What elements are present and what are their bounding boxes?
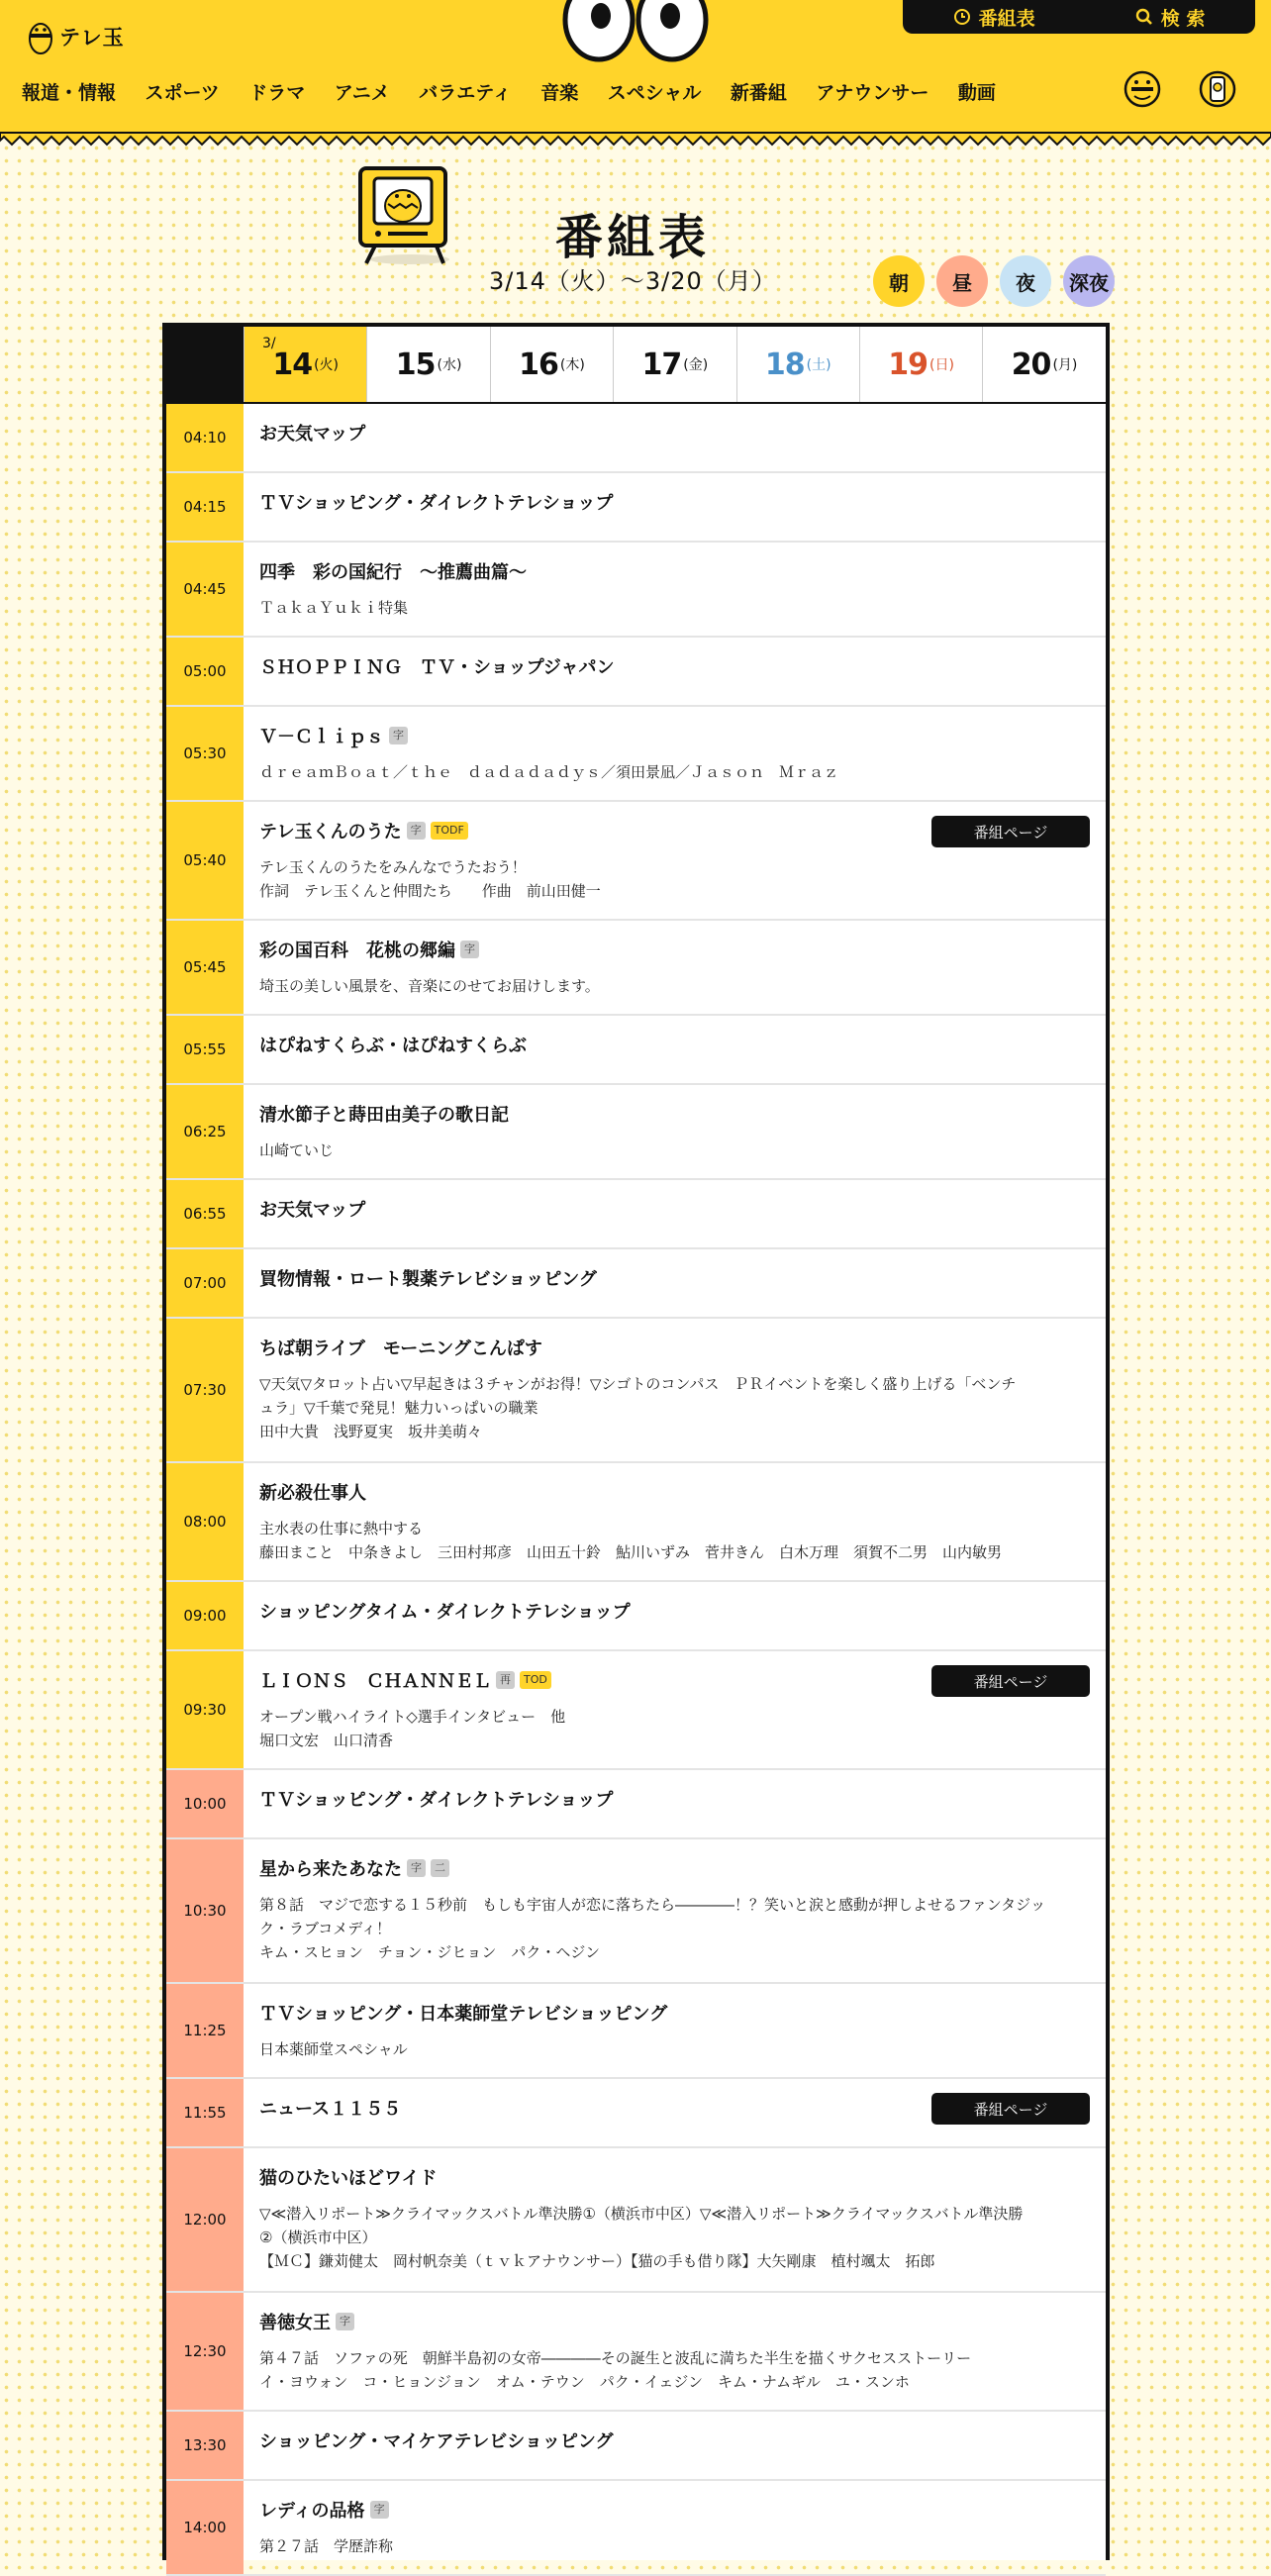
program-info	[259, 1335, 1091, 1443]
program-description-line: イ・ヨウォン コ・ヒョンジョン オム・テウン パク・イェジン キム・ナムギル ユ・スンホ	[259, 2373, 910, 2391]
program-description-line: 第４７話 ソファの死 朝鮮半島初の女帝――――その誕生と波乱に満ちた半生を描くサクセスストーリー	[259, 2349, 972, 2367]
program-row[interactable]	[166, 1770, 1106, 1839]
program-description	[259, 2202, 1091, 2273]
program-description	[259, 2346, 1091, 2394]
mascot-eyes-icon	[561, 0, 710, 63]
program-time: 05:45	[166, 921, 244, 1014]
program-row[interactable]	[166, 1463, 1106, 1582]
program-row[interactable]	[166, 1180, 1106, 1249]
program-row[interactable]	[166, 1085, 1106, 1180]
schedule-link[interactable]	[953, 4, 1035, 31]
program-row[interactable]	[166, 2412, 1106, 2481]
program-time: 09:00	[166, 1582, 244, 1649]
program-row[interactable]	[166, 1016, 1106, 1085]
program-description-line: 主水表の仕事に熱中する	[259, 1520, 424, 1537]
program-title[interactable]: ショッピング・マイケアテレビショッピング	[259, 2431, 614, 2452]
program-title[interactable]: 清水節子と蒔田由美子の歌日記	[259, 1105, 509, 1126]
program-time: 07:30	[166, 1319, 244, 1461]
program-title[interactable]: ＬＩＯＮＳ ＣＨＡＮＮＥＬ	[259, 1671, 491, 1692]
day-weekday: (金)	[683, 357, 709, 373]
day-weekday: (月)	[1052, 357, 1078, 373]
program-info	[259, 1786, 1091, 1812]
program-description-line: 堀口文宏 山口清香	[259, 1732, 394, 1749]
program-description-line: テレ玉くんのうたをみんなでうたおう！	[259, 858, 527, 876]
nav-sports[interactable]: スポーツ	[145, 81, 220, 104]
program-title-line	[259, 1598, 1091, 1624]
tele-tama-mascot-icon	[28, 17, 53, 56]
program-description	[259, 596, 1091, 620]
day-number: 17	[641, 347, 682, 382]
program-page-button[interactable]: 番組ページ	[931, 1665, 1090, 1697]
program-title-line	[259, 1335, 1091, 1360]
program-description-line: 第２７話 学歴詐称	[259, 2537, 394, 2555]
clock-icon	[953, 8, 971, 26]
program-page-button[interactable]: 番組ページ	[931, 2093, 1090, 2125]
program-time: 14:00	[166, 2481, 244, 2574]
day-tab-20[interactable]	[982, 327, 1105, 402]
program-title[interactable]: お天気マップ	[259, 424, 366, 445]
program-row[interactable]	[166, 2079, 1106, 2148]
program-description	[259, 855, 1091, 903]
date-range: 3/14（火）〜3/20（月）	[489, 267, 777, 295]
program-info	[259, 1479, 1091, 1564]
program-title-line	[259, 2000, 1091, 2026]
program-title[interactable]: レディの品格	[259, 2501, 365, 2522]
program-description	[259, 2534, 1091, 2558]
program-title-line	[259, 2497, 1091, 2523]
program-title[interactable]: 星から来たあなた	[259, 1859, 402, 1880]
program-row[interactable]	[166, 921, 1106, 1016]
day-number: 14	[272, 347, 313, 382]
program-row[interactable]	[166, 543, 1106, 638]
slot-night-button[interactable]: 夜	[1000, 255, 1051, 307]
program-time: 13:30	[166, 2412, 244, 2479]
program-title[interactable]: ニュース１１５５	[259, 2099, 402, 2120]
day-weekday: (日)	[929, 357, 954, 373]
program-title-line	[259, 1786, 1091, 1812]
schedule-link-label: 番組表	[978, 7, 1035, 30]
nav-announcers[interactable]: アナウンサー	[816, 81, 929, 104]
day-weekday: (木)	[559, 357, 585, 373]
program-row[interactable]	[166, 2293, 1106, 2412]
program-time: 11:55	[166, 2079, 244, 2146]
slot-daytime-button[interactable]: 昼	[936, 255, 988, 307]
program-title-line	[259, 1196, 1091, 1222]
program-time: 07:00	[166, 1249, 244, 1317]
program-time: 06:25	[166, 1085, 244, 1178]
program-title[interactable]: 彩の国百科 花桃の郷編	[259, 941, 455, 961]
program-description-line: 藤田まこと 中条きよし 三田村邦彦 山田五十鈴 鮎川いずみ 菅井きん 白木万理 須賀不二男 山内敏男	[259, 1543, 1003, 1561]
program-row[interactable]	[166, 1839, 1106, 1984]
program-description-line: ュラ」▽千葉で発見！魅力いっぱいの職業	[259, 1399, 538, 1417]
program-info	[259, 2000, 1091, 2061]
program-title[interactable]: ちば朝ライブ モーニングこんぱす	[259, 1338, 542, 1359]
tv-mascot-icon	[350, 166, 453, 265]
nav-new-programs[interactable]: 新番組	[730, 81, 787, 104]
program-description-line: ▽天気▽タロット占い▽早起きは３チャンがお得！▽シゴトのコンパス ＰＲイベントを楽しく盛り上げる「ベンチ	[259, 1375, 1017, 1393]
program-description	[259, 1372, 1091, 1443]
day-weekday: (水)	[437, 357, 462, 373]
program-description	[259, 2037, 1091, 2061]
program-description-line: ク・ラブコメディ！	[259, 1920, 392, 1937]
program-title[interactable]: 猫のひたいほどワイド	[259, 2168, 438, 2189]
program-row[interactable]	[166, 404, 1106, 473]
program-time: 04:10	[166, 404, 244, 471]
day-tabs	[166, 327, 1106, 404]
nav-drama[interactable]: ドラマ	[248, 81, 306, 104]
day-weekday: (火)	[314, 357, 340, 373]
program-row[interactable]	[166, 802, 1106, 921]
logo-text: テレ玉	[59, 26, 125, 50]
program-time: 10:30	[166, 1839, 244, 1982]
program-info	[259, 558, 1091, 620]
nav-anime[interactable]: アニメ	[334, 81, 390, 104]
program-description-line: オープン戦ハイライト◇選手インタビュー 他	[259, 1708, 566, 1726]
program-info	[259, 723, 1091, 784]
program-description-line: キム・スヒョン チョン・ジヒョン パク・ヘジン	[259, 1943, 601, 1961]
program-time: 12:30	[166, 2293, 244, 2410]
program-time: 05:00	[166, 638, 244, 705]
program-row[interactable]	[166, 1319, 1106, 1463]
day-number: 19	[888, 347, 929, 382]
program-info	[259, 653, 1091, 679]
program-title-line	[259, 1101, 1091, 1127]
program-title[interactable]: お天気マップ	[259, 1200, 366, 1221]
program-title[interactable]: ＴＶショッピング・日本薬師堂テレビショッピング	[259, 2004, 668, 2025]
program-time: 05:40	[166, 802, 244, 919]
program-page-button[interactable]: 番組ページ	[931, 816, 1090, 847]
program-info	[259, 1855, 1091, 1964]
program-description-line: 田中大貴 浅野夏実 坂井美萌々	[259, 1423, 483, 1440]
program-description-line: 埼玉の美しい風景を、音楽にのせてお届けします。	[259, 977, 600, 995]
day-month: 3/	[262, 336, 276, 351]
program-description	[259, 760, 1091, 784]
table-corner	[166, 327, 244, 402]
header-zigzag-edge	[0, 133, 1271, 147]
program-title[interactable]: テレ玉くんのうた	[259, 822, 402, 842]
program-title[interactable]: ＴＶショッピング・ダイレクトテレショップ	[259, 1790, 614, 1811]
program-title-line	[259, 1479, 1091, 1505]
program-info	[259, 1196, 1091, 1222]
day-tab-18[interactable]	[736, 327, 859, 402]
program-title-line	[259, 558, 1091, 584]
program-row[interactable]	[166, 707, 1106, 802]
search-icon	[1135, 8, 1153, 26]
program-info	[259, 489, 1091, 515]
program-info	[259, 937, 1091, 998]
program-row[interactable]	[166, 1249, 1106, 1319]
program-title-line	[259, 653, 1091, 679]
program-title[interactable]: ＳＨＯＰＰＩＮＧ ＴＶ・ショップジャパン	[259, 657, 615, 678]
program-description-line: 【ＭＣ】鎌苅健太 岡村帆奈美（ｔｖｋアナウンサー）【猫の手も借り隊】大矢剛康 植村颯太 拓郎	[259, 2252, 935, 2270]
program-time: 04:15	[166, 473, 244, 541]
program-badge: 再	[496, 1671, 515, 1689]
program-title[interactable]: はぴねすくらぶ・はぴねすくらぶ	[259, 1036, 527, 1056]
program-row[interactable]	[166, 1582, 1106, 1651]
program-badge: 字	[460, 941, 479, 958]
program-description	[259, 1517, 1091, 1564]
program-description-line: 日本薬師堂スペシャル	[259, 2040, 408, 2058]
program-title-line	[259, 2164, 1091, 2190]
program-time: 05:55	[166, 1016, 244, 1083]
top-utility-bar	[903, 0, 1255, 34]
program-time: 06:55	[166, 1180, 244, 1247]
program-row[interactable]	[166, 1651, 1106, 1770]
program-badge: 二	[431, 1859, 449, 1877]
program-row[interactable]	[166, 638, 1106, 707]
program-description	[259, 974, 1091, 998]
slot-late-night-button[interactable]: 深夜	[1063, 255, 1115, 307]
program-info	[259, 1265, 1091, 1291]
nav-variety[interactable]: バラエティ	[419, 81, 512, 104]
program-title[interactable]: ショッピングタイム・ダイレクトテレショップ	[259, 1602, 631, 1623]
program-badge: 字	[389, 727, 408, 744]
program-title-line	[259, 420, 1091, 446]
program-time: 05:30	[166, 707, 244, 800]
mascot-badge-icon[interactable]	[1123, 65, 1162, 109]
mascot-phone-icon[interactable]	[1198, 65, 1237, 109]
program-info	[259, 2309, 1091, 2394]
program-info	[259, 2427, 1091, 2453]
program-info	[259, 1032, 1091, 1057]
day-number: 15	[395, 347, 436, 382]
program-badge: 字	[407, 822, 426, 840]
nav-special[interactable]: スペシャル	[607, 81, 702, 104]
program-time: 10:00	[166, 1770, 244, 1837]
program-badge: 字	[407, 1859, 426, 1877]
program-title[interactable]: 買物情報・ロート製薬テレビショッピング	[259, 1269, 597, 1290]
program-schedule-table	[162, 323, 1110, 2560]
program-time: 12:00	[166, 2148, 244, 2291]
program-description-line: ＴａｋａＹｕｋｉ特集	[259, 599, 409, 617]
program-description-line: ｄｒｅａｍＢｏａｔ／ｔｈｅ ｄａｄａｄａｄｙｓ／須田景凪／Ｊａｓｏｎ Ｍｒａｚ	[259, 763, 839, 781]
program-description	[259, 1139, 1091, 1162]
day-number: 20	[1011, 347, 1051, 382]
day-tab-16[interactable]	[490, 327, 613, 402]
program-info	[259, 420, 1091, 446]
nav-videos[interactable]: 動画	[957, 81, 996, 104]
site-logo[interactable]	[28, 14, 125, 59]
program-title[interactable]: Ｖ－Ｃｌｉｐｓ	[259, 727, 384, 747]
time-slot-buttons	[873, 255, 1115, 307]
day-number: 18	[764, 347, 805, 382]
program-badge: TODF	[431, 822, 468, 840]
program-time: 04:45	[166, 543, 244, 636]
program-title-line	[259, 2427, 1091, 2453]
program-description	[259, 1893, 1091, 1964]
search-link-label: 検 索	[1160, 7, 1206, 30]
program-info	[259, 2164, 1091, 2273]
program-row[interactable]	[166, 473, 1106, 543]
day-tab-19[interactable]	[859, 327, 982, 402]
program-row[interactable]	[166, 2481, 1106, 2576]
program-title[interactable]: 善徳女王	[259, 2313, 331, 2333]
program-title[interactable]: 新必殺仕事人	[259, 1483, 366, 1504]
day-tab-14[interactable]	[244, 327, 366, 402]
program-description	[259, 1705, 1091, 1752]
day-tab-17[interactable]	[613, 327, 735, 402]
program-time: 09:30	[166, 1651, 244, 1768]
nav-music[interactable]: 音楽	[540, 81, 579, 104]
program-row[interactable]	[166, 1984, 1106, 2079]
program-description-line: 山崎ていじ	[259, 1141, 335, 1159]
program-info	[259, 2497, 1091, 2558]
program-title-line	[259, 1855, 1091, 1881]
program-description-line: ▽≪潜入リポート≫クライマックスバトル準決勝①（横浜市中区）▽≪潜入リポート≫クライマックスバトル準決勝	[259, 2205, 1024, 2223]
nav-news[interactable]: 報道・情報	[22, 81, 117, 104]
day-number: 16	[519, 347, 558, 382]
program-title[interactable]: 四季 彩の国紀行 ～推薦曲篇～	[259, 562, 527, 583]
day-tab-15[interactable]	[366, 327, 489, 402]
page-title: 番組表	[555, 210, 711, 265]
main-nav	[14, 71, 1004, 111]
program-title-line	[259, 489, 1091, 515]
program-title-line	[259, 1265, 1091, 1291]
program-title-line	[259, 937, 1091, 962]
program-time: 08:00	[166, 1463, 244, 1580]
program-description-line: ②（横浜市中区）	[259, 2229, 377, 2246]
program-description-line: 第８話 マジで恋する１５秒前 もしも宇宙人が恋に落ちたら――――！？笑いと涙と感動が押しよせるファンタジッ	[259, 1896, 1046, 1914]
program-info	[259, 1598, 1091, 1624]
program-badge: TOD	[520, 1671, 551, 1689]
program-title-line	[259, 2309, 1091, 2334]
program-title-line	[259, 723, 1091, 748]
search-link[interactable]	[1135, 4, 1206, 31]
program-title[interactable]: ＴＶショッピング・ダイレクトテレショップ	[259, 493, 614, 514]
program-time: 11:25	[166, 1984, 244, 2077]
program-info	[259, 1101, 1091, 1162]
day-weekday: (土)	[806, 357, 831, 373]
program-description-line: 作詞 テレ玉くんと仲間たち 作曲 前山田健一	[259, 882, 601, 900]
program-title-line	[259, 1032, 1091, 1057]
slot-morning-button[interactable]: 朝	[873, 255, 925, 307]
program-badge: 字	[370, 2501, 389, 2519]
program-row[interactable]	[166, 2148, 1106, 2293]
program-badge: 字	[336, 2313, 354, 2330]
